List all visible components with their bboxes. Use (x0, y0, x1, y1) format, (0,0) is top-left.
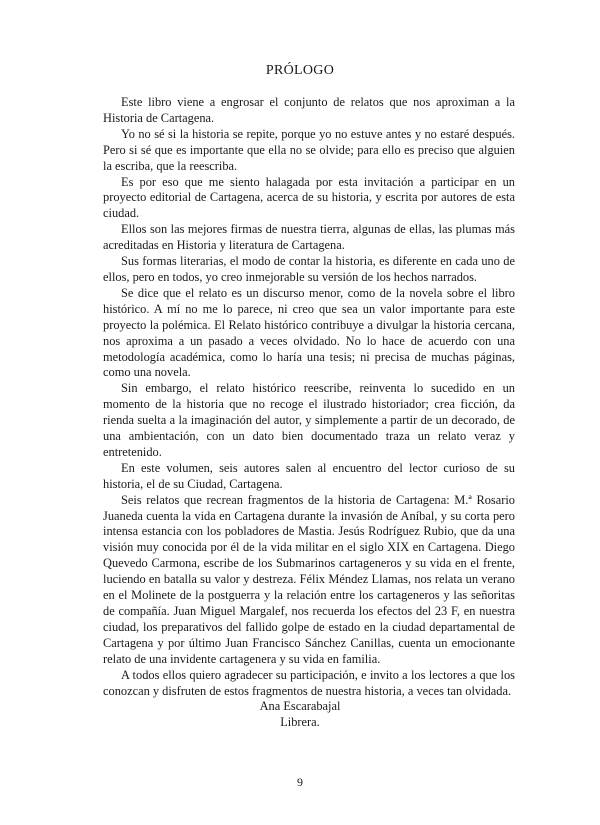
page-title: PRÓLOGO (265, 63, 335, 78)
signature-name: Ana Escarabajal (259, 699, 341, 713)
paragraph: Ellos son las mejores firmas de nuestra tierra, algunas de ellas, las plumas más acreditadas en Historia y literatura de Cartagena. (103, 222, 515, 253)
page-number: 9 (297, 775, 303, 789)
paragraph: A todos ellos quiero agradecer su participación, e invito a los lectores a que los conozcan y disfruten de estos fragmentos de nuestra historia, a veces tan olvidada. (103, 667, 515, 698)
signature-block (0, 699, 600, 731)
paragraph: Este libro viene a engrosar el conjunto de relatos que nos aproximan a la Historia de Cartagena. (103, 95, 515, 125)
paragraph: Yo no sé si la historia se repite, porque yo no estuve antes y no estaré después. Pero si sé que es importante que ella no se olvide; para ello es preciso que alguien la escriba, que la reescriba. (103, 126, 515, 173)
paragraph: En este volumen, seis autores salen al encuentro del lector curioso de su historia, el de su Ciudad, Cartagena. (103, 460, 515, 491)
paragraph: Es por eso que me siento halagada por esta invitación a participar en un proyecto editorial de Cartagena, acerca de su historia, y escrita por autores de esta ciudad. (103, 174, 515, 221)
prologue-body (103, 95, 515, 699)
paragraph: Seis relatos que recrean fragmentos de la historia de Cartagena: M.ª Rosario Juaneda cuenta la vida en Cartagena durante la invasión de Aníbal, y su corta pero intensa estancia con los pobladores de Mastia. Jesús Rodríguez Rubio, que da una visión muy conocida por él de la vida militar en el siglo XIX en Cartagena. Diego Quevedo Carmona, escribe de los Submarinos cartageneros y su vida en el frente, luciendo en batalla su valor y destreza. Félix Méndez Llamas, nos relata un verano en el Molinete de la postguerra y la relación entre los cartageneros y las señoritas de compañía. Juan Miguel Margalef, nos recuerda los efectos del 23 F, en nuestra ciudad, los preparativos del fallido golpe de estado en la ciudad departamental de Cartagena y por último Juan Francisco Sánchez Canillas, cuenta un emocionante relato de una invidente cartagenera y su vida en familia. (103, 492, 515, 666)
paragraph: Sus formas literarias, el modo de contar la historia, es diferente en cada uno de ellos, pero en todos, yo creo inmejorable su versión de los hechos narrados. (103, 254, 515, 284)
paragraph: Sin embargo, el relato histórico reescribe, reinventa lo sucedido en un momento de la historia que no recoge el ilustrado historiador; crea ficción, da rienda suelta a la imaginación del autor, y simplemente a partir de un decorado, de una ambientación, con un dato bien documentado traza un relato veraz y entretenido. (103, 381, 515, 459)
signature-role: Librera. (280, 714, 320, 729)
paragraph: Se dice que el relato es un discurso menor, como de la novela sobre el libro histórico. A mí no me lo parece, ni creo que sea un valor importante para este proyecto la polémica. El Relato histórico contribuye a divulgar la historia cercana, nos aproxima a un pasado a veces olvidado. No lo hace de acuerdo con una metodología académica, como lo haría una tesis; ni precisa de muchas páginas, como una novela. (103, 285, 515, 380)
